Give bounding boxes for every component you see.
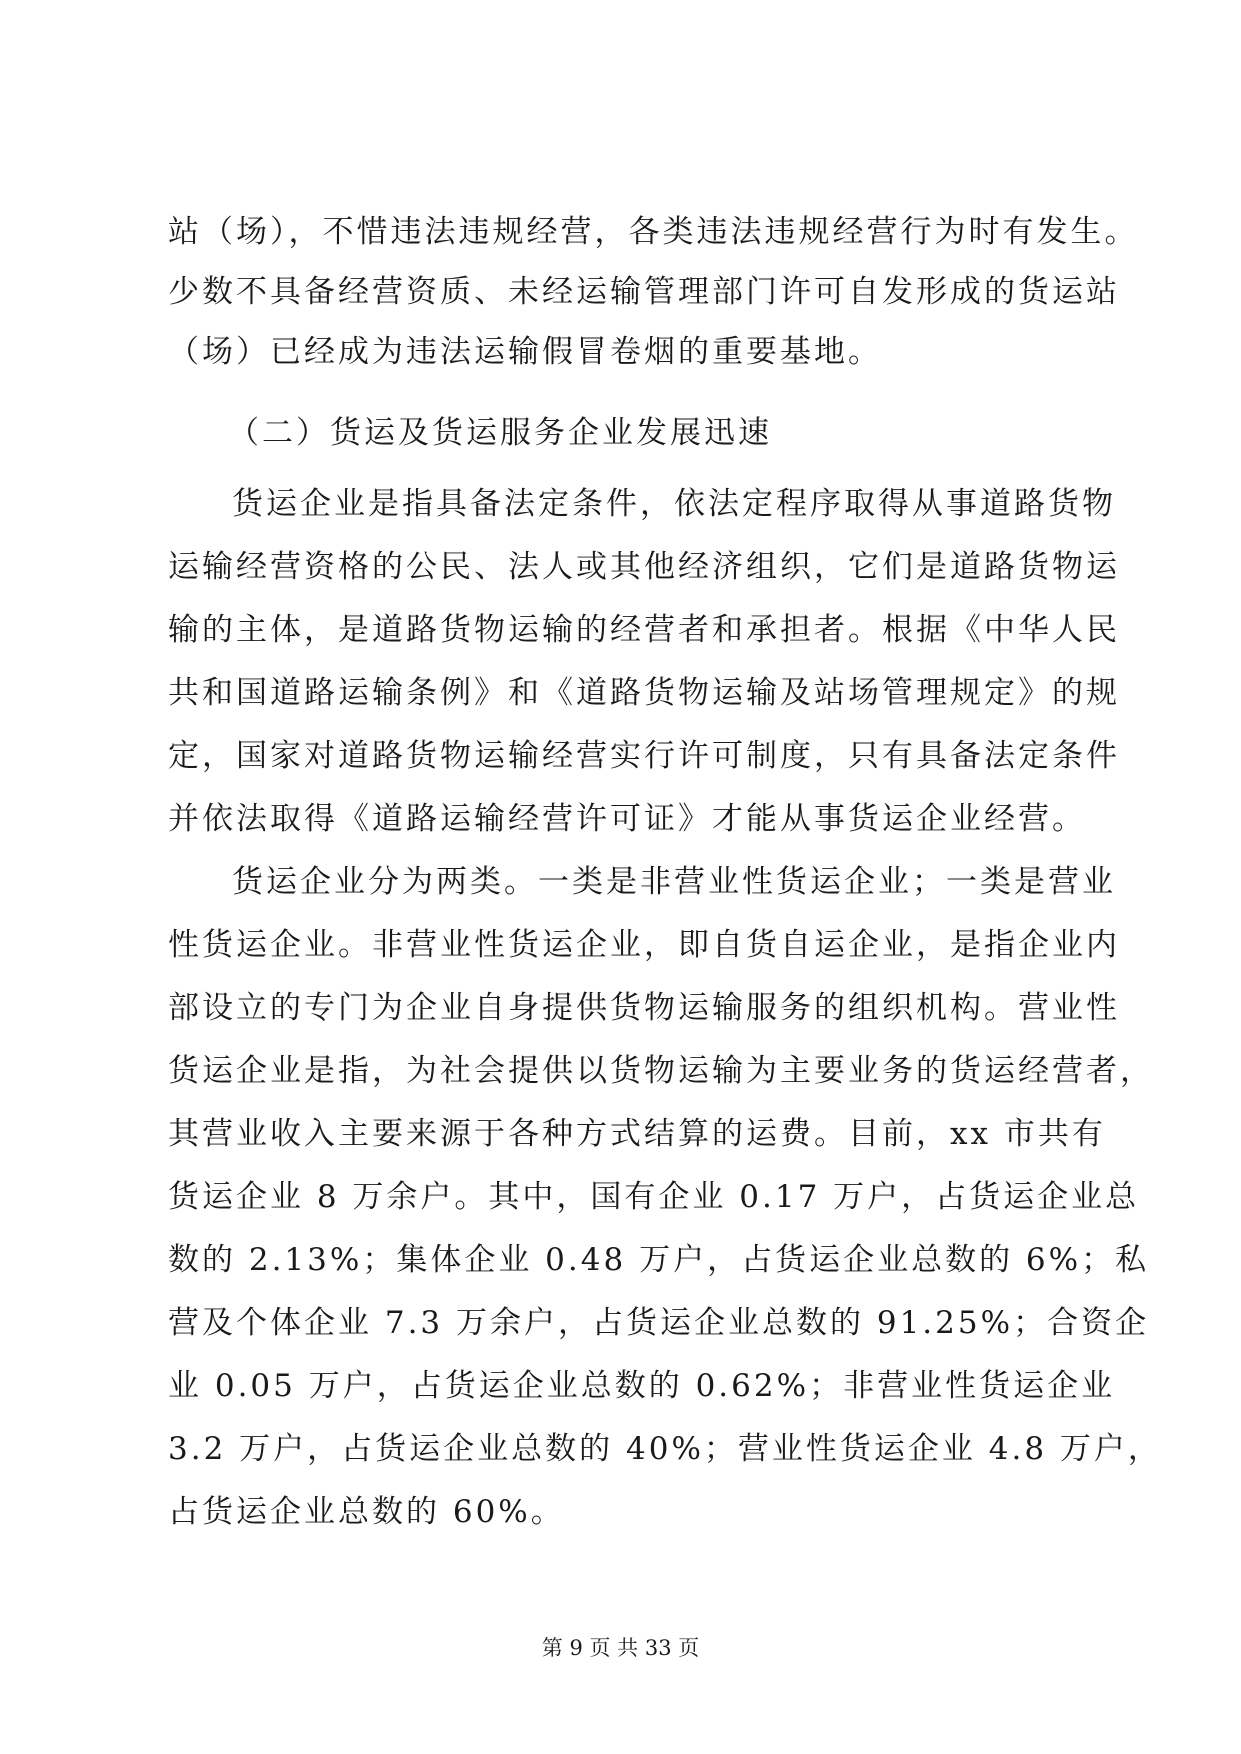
section-heading: （二）货运及货运服务企业发展迅速 (228, 415, 772, 451)
body-text-line: 共和国道路运输条例》和《道路货物运输及站场管理规定》的规 (168, 675, 1120, 711)
body-text-line: 定，国家对道路货物运输经营实行许可制度，只有具备法定条件 (168, 738, 1120, 774)
body-text-line: 并依法取得《道路运输经营许可证》才能从事货运企业经营。 (168, 801, 1086, 837)
body-text-line: 其营业收入主要来源于各种方式结算的运费。目前，xx 市共有 (168, 1116, 1106, 1152)
body-text-line: 业 0.05 万户，占货运企业总数的 0.62%；非营业性货运企业 (168, 1368, 1116, 1404)
body-text-line: 数的 2.13%；集体企业 0.48 万户，占货运企业总数的 6%；私 (168, 1242, 1150, 1278)
body-text-line: 货运企业是指，为社会提供以货物运输为主要业务的货运经营者， (168, 1053, 1154, 1089)
body-text-line: 3.2 万户，占货运企业总数的 40%；营业性货运企业 4.8 万户， (168, 1431, 1162, 1467)
body-text-line: 站（场），不惜违法违规经营，各类违法违规经营行为时有发生。 (168, 214, 1139, 250)
body-text-line: 少数不具备经营资质、未经运输管理部门许可自发形成的货运站 (168, 274, 1120, 310)
body-text-line: 货运企业是指具备法定条件，依法定程序取得从事道路货物 (232, 486, 1116, 522)
body-text-line: 营及个体企业 7.3 万余户，占货运企业总数的 91.25%；合资企 (168, 1305, 1150, 1341)
body-text-line: （场）已经成为违法运输假冒卷烟的重要基地。 (168, 334, 882, 370)
body-text-line: 输的主体，是道路货物运输的经营者和承担者。根据《中华人民 (168, 612, 1120, 648)
body-text-line: 货运企业 8 万余户。其中，国有企业 0.17 万户，占货运企业总 (168, 1179, 1140, 1215)
body-text-line: 货运企业分为两类。一类是非营业性货运企业；一类是营业 (232, 864, 1116, 900)
page-number-footer: 第 9 页 共 33 页 (541, 1636, 700, 1660)
body-text-line: 性货运企业。非营业性货运企业，即自货自运企业，是指企业内 (168, 927, 1120, 963)
body-text-line: 部设立的专门为企业自身提供货物运输服务的组织机构。营业性 (168, 990, 1120, 1026)
body-text-line: 运输经营资格的公民、法人或其他经济组织，它们是道路货物运 (168, 549, 1120, 585)
body-text-line: 占货运企业总数的 60%。 (168, 1494, 565, 1530)
